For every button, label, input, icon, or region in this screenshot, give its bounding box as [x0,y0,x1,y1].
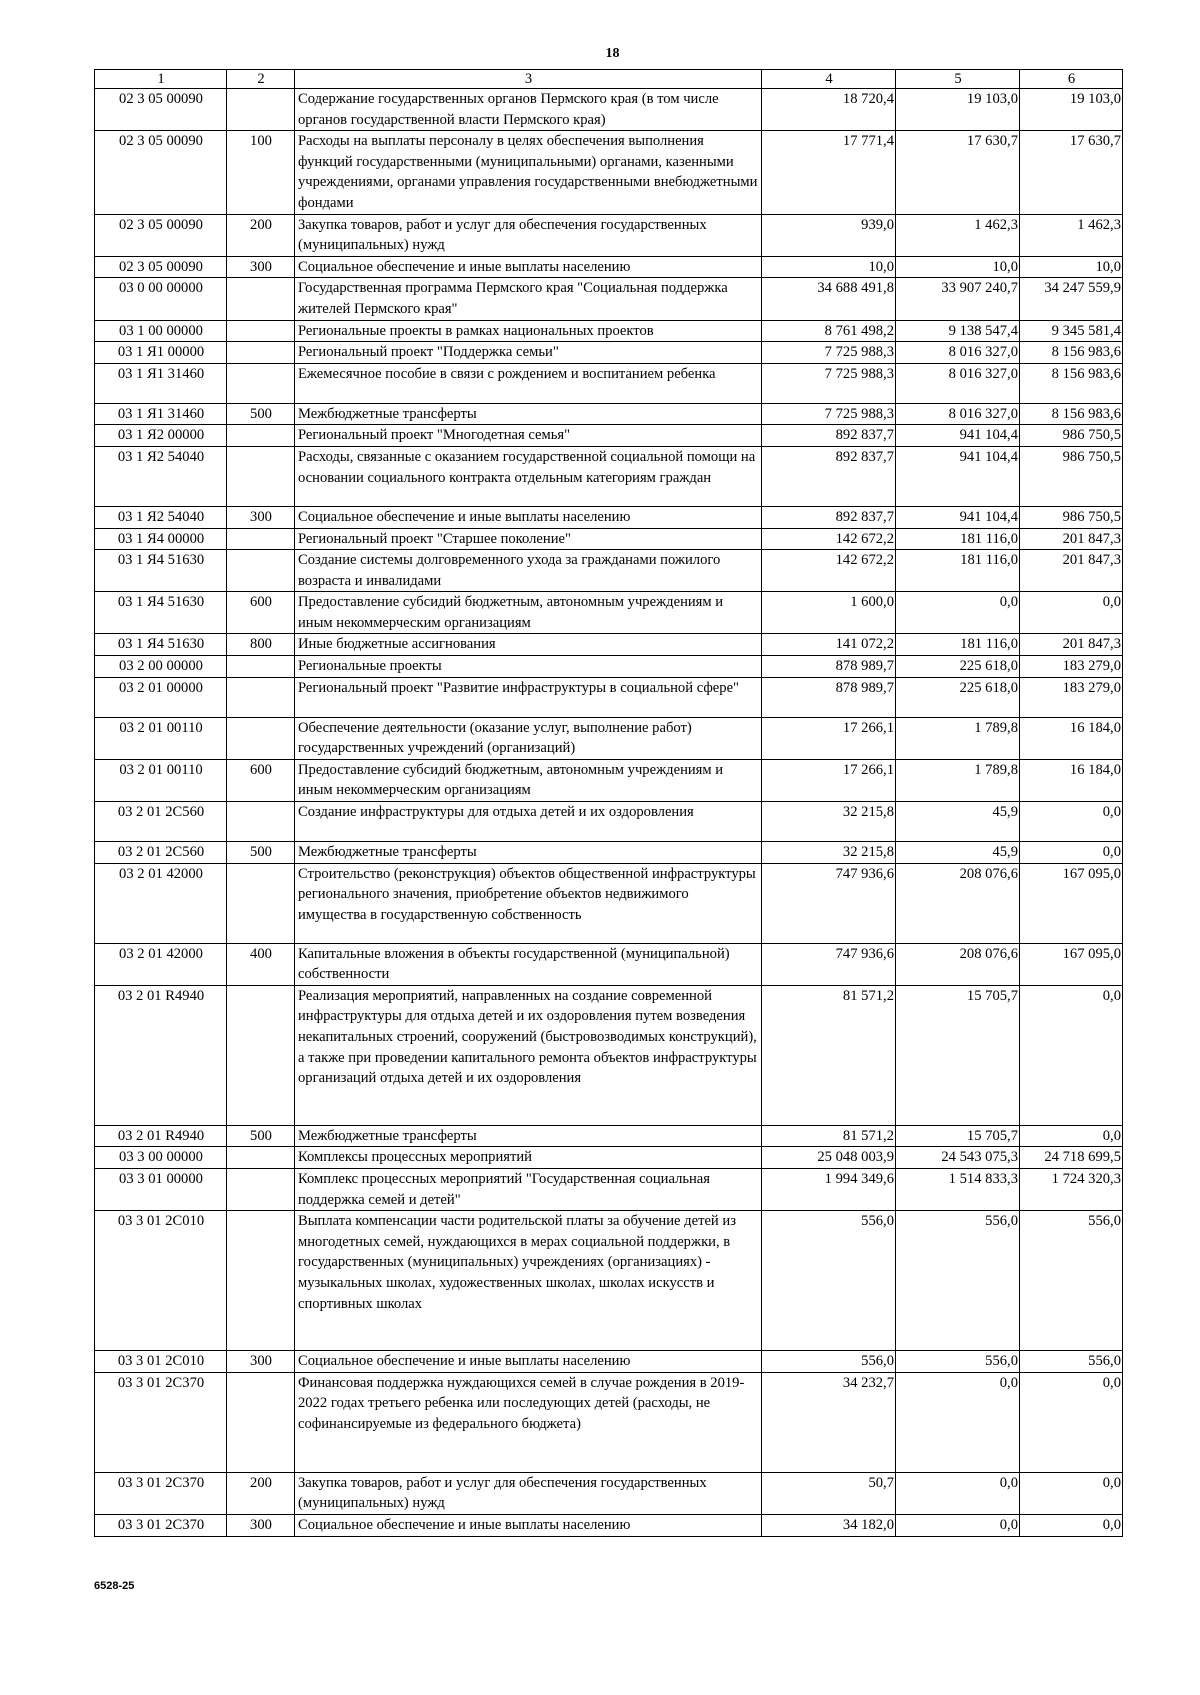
row-description: Региональный проект "Развитие инфраструктуры в социальной сфере" [295,677,762,717]
row-value-col6: 556,0 [1020,1211,1123,1351]
row-value-col5: 556,0 [896,1351,1020,1373]
row-expense-type: 600 [227,592,295,634]
table-row [95,1211,1123,1351]
row-description: Иные бюджетные ассигнования [295,634,762,656]
row-value-col4: 81 571,2 [762,985,896,1125]
column-header: 2 [227,70,295,89]
row-code: 03 1 Я4 51630 [95,592,227,634]
row-code: 03 2 01 R4940 [95,1125,227,1147]
row-value-col6: 16 184,0 [1020,717,1123,759]
row-value-col4: 17 266,1 [762,759,896,801]
row-description: Закупка товаров, работ и услуг для обеспечения государственных (муниципальных) нужд [295,214,762,256]
row-description: Комплексы процессных мероприятий [295,1147,762,1169]
row-value-col4: 18 720,4 [762,89,896,131]
row-description: Расходы на выплаты персоналу в целях обеспечения выполнения функций государственными (муниципальными) органами, казенными учреждениями, органами управления государственными внебюджетными фондами [295,131,762,214]
row-description: Строительство (реконструкция) объектов общественной инфраструктуры регионального значения, приобретение объектов недвижимого имущества в государственную собственность [295,863,762,943]
row-code: 02 3 05 00090 [95,89,227,131]
row-value-col4: 556,0 [762,1351,896,1373]
table-row [95,656,1123,678]
table-row [95,320,1123,342]
row-description: Выплата компенсации части родительской платы за обучение детей из многодетных семей, нуждающихся в мерах социальной поддержки, в государственных (муниципальных) учреждениях (организациях) - музыкальных школах, художественных школах, школах искусств и спортивных школах [295,1211,762,1351]
row-value-col6: 556,0 [1020,1351,1123,1373]
row-value-col6: 201 847,3 [1020,634,1123,656]
row-code: 03 2 01 R4940 [95,985,227,1125]
table-row [95,985,1123,1125]
table-row [95,842,1123,864]
row-expense-type [227,1169,295,1211]
row-value-col4: 878 989,7 [762,656,896,678]
row-value-col5: 19 103,0 [896,89,1020,131]
row-value-col4: 17 266,1 [762,717,896,759]
row-expense-type: 300 [227,1514,295,1536]
row-description: Финансовая поддержка нуждающихся семей в случае рождения в 2019-2022 годах третьего ребенка или последующих детей (расходы, не софинансируемые из федерального бюджета) [295,1372,762,1472]
row-expense-type: 400 [227,943,295,985]
row-expense-type [227,446,295,506]
row-value-col5: 15 705,7 [896,985,1020,1125]
row-value-col6: 986 750,5 [1020,506,1123,528]
row-value-col6: 0,0 [1020,1125,1123,1147]
row-value-col6: 183 279,0 [1020,677,1123,717]
row-value-col6: 167 095,0 [1020,863,1123,943]
table-row [95,1169,1123,1211]
row-expense-type: 300 [227,506,295,528]
row-expense-type: 100 [227,131,295,214]
row-code: 03 1 Я4 00000 [95,528,227,550]
row-value-col5: 1 789,8 [896,759,1020,801]
row-value-col4: 142 672,2 [762,528,896,550]
row-code: 03 0 00 00000 [95,278,227,320]
row-description: Социальное обеспечение и иные выплаты населению [295,256,762,278]
row-expense-type [227,1147,295,1169]
row-value-col5: 8 016 327,0 [896,363,1020,403]
row-description: Социальное обеспечение и иные выплаты населению [295,1514,762,1536]
row-code: 03 2 01 2С560 [95,802,227,842]
page-number: 18 [605,46,620,61]
table-row [95,214,1123,256]
table-row [95,717,1123,759]
row-value-col6: 8 156 983,6 [1020,363,1123,403]
row-description: Ежемесячное пособие в связи с рождением и воспитанием ребенка [295,363,762,403]
row-value-col6: 0,0 [1020,985,1123,1125]
row-description: Предоставление субсидий бюджетным, автономным учреждениям и иным некоммерческим организациям [295,592,762,634]
row-value-col4: 34 232,7 [762,1372,896,1472]
row-value-col5: 941 104,4 [896,506,1020,528]
row-value-col5: 0,0 [896,1472,1020,1514]
table-row [95,278,1123,320]
row-value-col6: 17 630,7 [1020,131,1123,214]
row-value-col5: 15 705,7 [896,1125,1020,1147]
row-value-col5: 45,9 [896,802,1020,842]
row-value-col4: 1 994 349,6 [762,1169,896,1211]
row-expense-type: 800 [227,634,295,656]
row-code: 02 3 05 00090 [95,214,227,256]
column-header: 1 [95,70,227,89]
row-description: Социальное обеспечение и иные выплаты населению [295,506,762,528]
row-description: Предоставление субсидий бюджетным, автономным учреждениям и иным некоммерческим организациям [295,759,762,801]
row-value-col4: 7 725 988,3 [762,342,896,364]
row-value-col5: 941 104,4 [896,446,1020,506]
row-value-col4: 892 837,7 [762,446,896,506]
row-code: 03 3 01 2С010 [95,1351,227,1373]
table-row [95,446,1123,506]
row-value-col5: 24 543 075,3 [896,1147,1020,1169]
row-code: 03 2 01 00000 [95,677,227,717]
table-row [95,677,1123,717]
row-value-col5: 8 016 327,0 [896,342,1020,364]
row-expense-type [227,278,295,320]
row-description: Создание системы долговременного ухода за гражданами пожилого возраста и инвалидами [295,550,762,592]
table-row [95,1372,1123,1472]
row-expense-type [227,363,295,403]
table-row [95,256,1123,278]
row-code: 03 3 00 00000 [95,1147,227,1169]
row-expense-type [227,425,295,447]
row-value-col4: 81 571,2 [762,1125,896,1147]
row-value-col5: 208 076,6 [896,863,1020,943]
document-code: 6528-25 [94,1580,135,1592]
row-value-col6: 167 095,0 [1020,943,1123,985]
row-code: 03 1 Я2 54040 [95,446,227,506]
row-value-col5: 9 138 547,4 [896,320,1020,342]
row-value-col4: 939,0 [762,214,896,256]
table-row [95,1351,1123,1373]
row-description: Комплекс процессных мероприятий "Государственная социальная поддержка семей и детей" [295,1169,762,1211]
row-value-col4: 32 215,8 [762,802,896,842]
row-code: 03 3 01 2С370 [95,1372,227,1472]
row-expense-type [227,1372,295,1472]
table-body [95,89,1123,1537]
row-value-col5: 10,0 [896,256,1020,278]
row-value-col4: 892 837,7 [762,506,896,528]
table-row [95,425,1123,447]
row-code: 03 2 01 00110 [95,759,227,801]
row-value-col4: 141 072,2 [762,634,896,656]
row-expense-type: 500 [227,1125,295,1147]
row-value-col6: 1 462,3 [1020,214,1123,256]
row-value-col6: 986 750,5 [1020,446,1123,506]
row-code: 02 3 05 00090 [95,131,227,214]
table-row [95,528,1123,550]
row-description: Закупка товаров, работ и услуг для обеспечения государственных (муниципальных) нужд [295,1472,762,1514]
table-row [95,1472,1123,1514]
row-value-col4: 8 761 498,2 [762,320,896,342]
row-code: 03 1 Я1 31460 [95,363,227,403]
row-value-col6: 986 750,5 [1020,425,1123,447]
row-description: Расходы, связанные с оказанием государственной социальной помощи на основании социального контракта отдельным категориям граждан [295,446,762,506]
row-value-col6: 183 279,0 [1020,656,1123,678]
row-code: 03 2 01 00110 [95,717,227,759]
row-expense-type: 500 [227,842,295,864]
row-value-col5: 33 907 240,7 [896,278,1020,320]
row-value-col4: 10,0 [762,256,896,278]
table-row [95,802,1123,842]
row-value-col4: 878 989,7 [762,677,896,717]
row-value-col6: 34 247 559,9 [1020,278,1123,320]
row-value-col6: 1 724 320,3 [1020,1169,1123,1211]
row-description: Создание инфраструктуры для отдыха детей и их оздоровления [295,802,762,842]
row-value-col5: 208 076,6 [896,943,1020,985]
row-value-col6: 24 718 699,5 [1020,1147,1123,1169]
row-description: Региональный проект "Поддержка семьи" [295,342,762,364]
table-row [95,131,1123,214]
row-value-col5: 45,9 [896,842,1020,864]
row-expense-type: 200 [227,1472,295,1514]
row-value-col6: 10,0 [1020,256,1123,278]
row-code: 03 2 01 2С560 [95,842,227,864]
row-code: 02 3 05 00090 [95,256,227,278]
row-value-col4: 747 936,6 [762,943,896,985]
row-description: Капитальные вложения в объекты государственной (муниципальной) собственности [295,943,762,985]
row-value-col5: 941 104,4 [896,425,1020,447]
table-row [95,550,1123,592]
row-expense-type: 200 [227,214,295,256]
row-value-col4: 25 048 003,9 [762,1147,896,1169]
column-header: 5 [896,70,1020,89]
row-expense-type: 500 [227,403,295,425]
row-value-col5: 1 789,8 [896,717,1020,759]
row-value-col6: 9 345 581,4 [1020,320,1123,342]
row-value-col5: 181 116,0 [896,550,1020,592]
table-row [95,89,1123,131]
row-value-col5: 556,0 [896,1211,1020,1351]
row-expense-type [227,320,295,342]
table-row [95,863,1123,943]
row-code: 03 3 01 2С370 [95,1514,227,1536]
budget-table [94,69,1123,1537]
row-value-col6: 201 847,3 [1020,528,1123,550]
row-expense-type [227,863,295,943]
table-row [95,342,1123,364]
row-value-col4: 17 771,4 [762,131,896,214]
row-value-col4: 747 936,6 [762,863,896,943]
table-row [95,634,1123,656]
row-description: Межбюджетные трансферты [295,842,762,864]
row-value-col4: 556,0 [762,1211,896,1351]
row-expense-type [227,656,295,678]
table-row [95,1147,1123,1169]
row-description: Реализация мероприятий, направленных на создание современной инфраструктуры для отдыха детей и их оздоровления путем возведения некапитальных строений, сооружений (быстровозводимых конструкций), а также при проведении капитального ремонта объектов инфраструктуры организаций отдыха детей и их оздоровления [295,985,762,1125]
table-row [95,943,1123,985]
row-value-col4: 34 182,0 [762,1514,896,1536]
row-expense-type [227,550,295,592]
row-value-col4: 142 672,2 [762,550,896,592]
row-value-col5: 225 618,0 [896,677,1020,717]
table-row [95,592,1123,634]
row-code: 03 1 Я1 00000 [95,342,227,364]
row-value-col5: 0,0 [896,592,1020,634]
row-value-col4: 32 215,8 [762,842,896,864]
row-expense-type [227,677,295,717]
row-expense-type [227,342,295,364]
row-value-col6: 0,0 [1020,802,1123,842]
row-description: Социальное обеспечение и иные выплаты населению [295,1351,762,1373]
row-code: 03 1 Я1 31460 [95,403,227,425]
row-description: Межбюджетные трансферты [295,1125,762,1147]
row-expense-type [227,802,295,842]
table-row [95,1514,1123,1536]
row-value-col5: 225 618,0 [896,656,1020,678]
row-code: 03 2 01 42000 [95,863,227,943]
column-header: 4 [762,70,896,89]
row-value-col4: 7 725 988,3 [762,403,896,425]
row-value-col4: 7 725 988,3 [762,363,896,403]
table-row [95,403,1123,425]
row-value-col6: 201 847,3 [1020,550,1123,592]
row-value-col5: 1 514 833,3 [896,1169,1020,1211]
row-code: 03 1 Я4 51630 [95,634,227,656]
row-description: Региональные проекты [295,656,762,678]
row-description: Государственная программа Пермского края "Социальная поддержка жителей Пермского края" [295,278,762,320]
table-row [95,759,1123,801]
row-description: Межбюджетные трансферты [295,403,762,425]
row-value-col4: 50,7 [762,1472,896,1514]
row-code: 03 1 Я2 54040 [95,506,227,528]
row-value-col6: 0,0 [1020,592,1123,634]
table-row [95,1125,1123,1147]
row-description: Региональный проект "Многодетная семья" [295,425,762,447]
row-value-col6: 19 103,0 [1020,89,1123,131]
table-row [95,506,1123,528]
row-value-col4: 892 837,7 [762,425,896,447]
row-expense-type [227,1211,295,1351]
row-description: Региональный проект "Старшее поколение" [295,528,762,550]
row-expense-type [227,89,295,131]
row-value-col6: 0,0 [1020,842,1123,864]
row-value-col5: 1 462,3 [896,214,1020,256]
row-code: 03 1 00 00000 [95,320,227,342]
row-expense-type: 300 [227,1351,295,1373]
row-value-col5: 17 630,7 [896,131,1020,214]
row-value-col6: 8 156 983,6 [1020,403,1123,425]
column-header: 6 [1020,70,1123,89]
row-code: 03 2 00 00000 [95,656,227,678]
row-value-col5: 0,0 [896,1514,1020,1536]
row-code: 03 1 Я4 51630 [95,550,227,592]
table-row [95,363,1123,403]
row-value-col4: 1 600,0 [762,592,896,634]
row-value-col6: 0,0 [1020,1514,1123,1536]
row-value-col5: 0,0 [896,1372,1020,1472]
row-code: 03 2 01 42000 [95,943,227,985]
row-value-col5: 8 016 327,0 [896,403,1020,425]
row-expense-type [227,528,295,550]
row-value-col5: 181 116,0 [896,634,1020,656]
table-header-row [95,70,1123,89]
row-value-col6: 0,0 [1020,1372,1123,1472]
row-expense-type: 300 [227,256,295,278]
row-code: 03 3 01 2С010 [95,1211,227,1351]
row-expense-type [227,985,295,1125]
row-code: 03 1 Я2 00000 [95,425,227,447]
row-value-col6: 16 184,0 [1020,759,1123,801]
row-expense-type [227,717,295,759]
row-code: 03 3 01 2С370 [95,1472,227,1514]
row-description: Региональные проекты в рамках национальных проектов [295,320,762,342]
row-description: Обеспечение деятельности (оказание услуг, выполнение работ) государственных учреждений (организаций) [295,717,762,759]
row-expense-type: 600 [227,759,295,801]
row-value-col5: 181 116,0 [896,528,1020,550]
row-value-col6: 8 156 983,6 [1020,342,1123,364]
row-description: Содержание государственных органов Пермского края (в том числе органов государственной власти Пермского края) [295,89,762,131]
column-header: 3 [295,70,762,89]
row-value-col4: 34 688 491,8 [762,278,896,320]
row-value-col6: 0,0 [1020,1472,1123,1514]
row-code: 03 3 01 00000 [95,1169,227,1211]
